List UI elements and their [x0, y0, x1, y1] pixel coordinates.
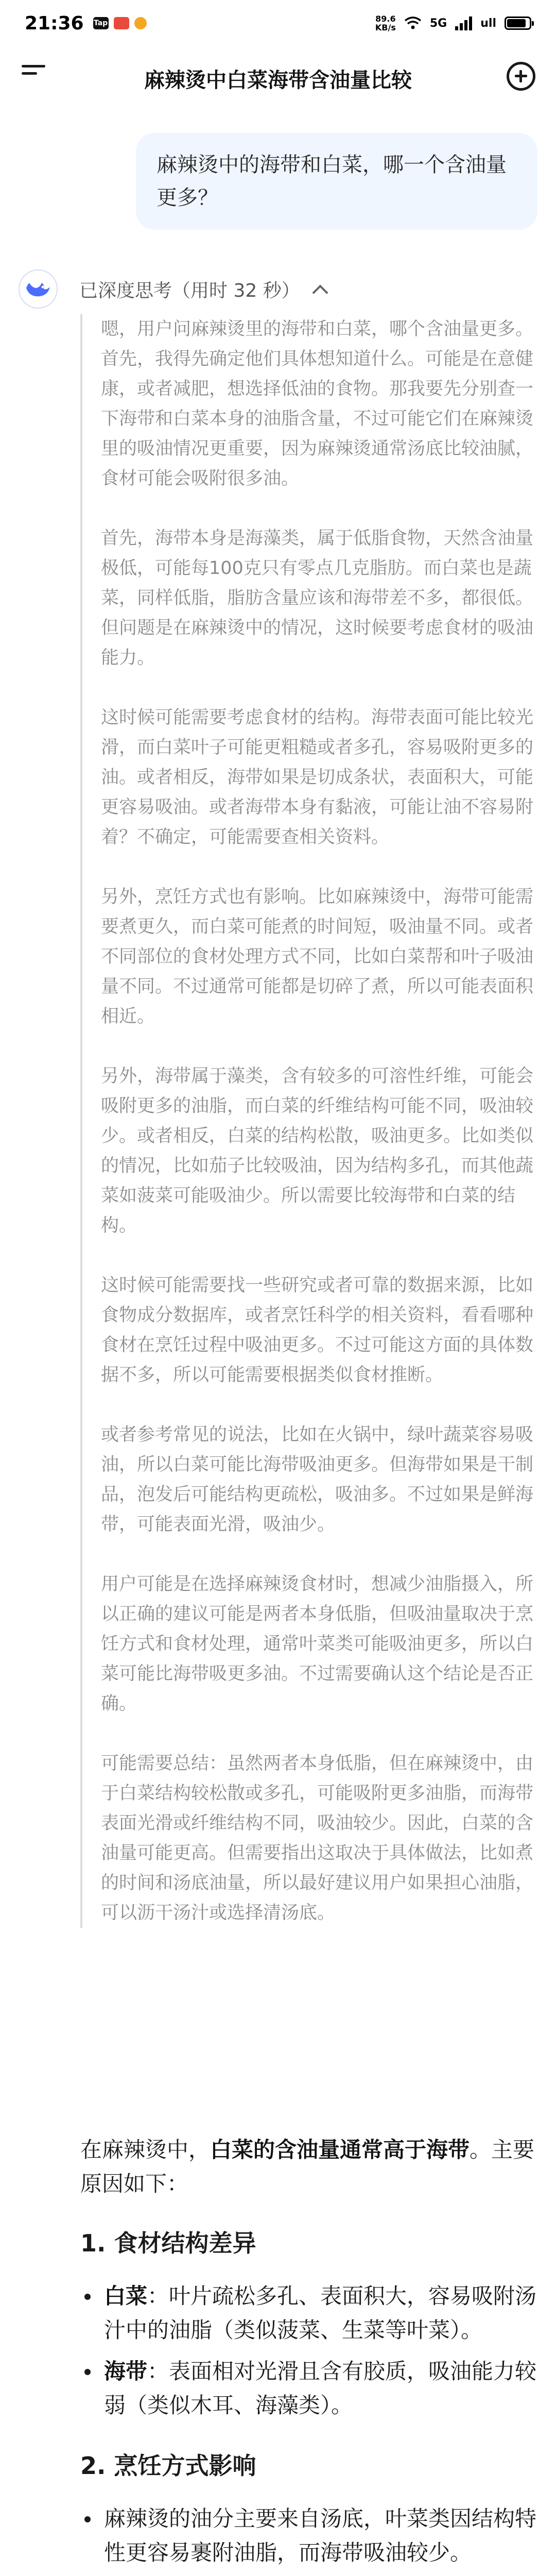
- section-list: [80, 2502, 538, 2570]
- user-message-bubble: 麻辣烫中的海带和白菜，哪一个含油量更多？: [136, 133, 537, 230]
- answer-content: [80, 2133, 538, 2576]
- network-type: 5G: [429, 16, 447, 30]
- thinking-paragraph: 这时候可能需要找一些研究或者可靠的数据来源，比如食物成分数据库，或者烹饪科学的相关资料，看看哪种食材在烹饪过程中吸油更多。不过可能这方面的具体数据不多，所以可能需要根据类似食材推断。: [101, 1275, 534, 1385]
- chevron-up-icon: [312, 284, 328, 300]
- page-title: 麻辣烫中白菜海带含油量比较: [144, 69, 412, 92]
- orange-app-icon: [134, 17, 147, 29]
- thinking-toggle[interactable]: [19, 266, 482, 312]
- wifi-icon: [404, 16, 422, 30]
- thinking-paragraph: 另外，海带属于藻类，含有较多的可溶性纤维，可能会吸附更多的油脂，而白菜的纤维结构可能不同，吸油较少。或者相反，白菜的结构松散，吸油更多。比如类似的情况，比如茄子比较吸油，因为结构多孔，而其他蔬菜如菠菜可能吸油少。所以需要比较海带和白菜的结构。: [101, 1066, 534, 1236]
- deepseek-logo-icon: [19, 269, 58, 309]
- new-chat-icon[interactable]: [507, 62, 535, 91]
- battery-fill: [507, 19, 526, 27]
- thinking-paragraph: 或者参考常见的说法，比如在火锅中，绿叶蔬菜容易吸油，所以白菜可能比海带吸油更多。但海带如果是干制品，泡发后可能结构更疏松，吸油多。不过如果是鲜海带，可能表面光滑，吸油少。: [101, 1425, 534, 1535]
- battery-icon: [505, 16, 531, 30]
- status-right: [375, 14, 531, 32]
- thinking-paragraph: 嗯，用户问麻辣烫里的海带和白菜，哪个含油量更多。首先，我得先确定他们具体想知道什么。可能是在意健康，或者减肥，想选择低油的食物。那我要先分别查一下海带和白菜本身的油脂含量，不过可能它们在麻辣烫里的吸油情况更重要，因为麻辣烫通常汤底比较油腻，食材可能会吸附很多油。: [101, 319, 534, 489]
- list-item: 麻辣烫的油分主要来自汤底，叶菜类因结构特性更容易裹附油脂，而海带吸油较少。: [80, 2502, 538, 2570]
- status-bar: [0, 0, 556, 46]
- thinking-paragraph: 可能需要总结：虽然两者本身低脂，但在麻辣烫中，由于白菜结构较松散或多孔，可能吸附更多油脂，而海带表面光滑或纤维结构不同，吸油较少。因此，白菜的含油量可能更高。但需要指出这取决于具体做法，比如煮的时间和汤底油量，所以最好建议用户如果担心油脂，可以沥干汤汁或选择清汤底。: [101, 1753, 534, 1923]
- thinking-content: [80, 314, 533, 1928]
- thinking-label: 已深度思考（用时 32 秒）: [79, 280, 300, 301]
- section-heading: 1. 食材结构差异: [80, 2229, 256, 2257]
- network-speed: 89.6 KB/s: [375, 14, 396, 32]
- notification-icons: [93, 17, 147, 29]
- section-heading: 2. 烹饪方式影响: [80, 2452, 256, 2480]
- red-app-icon: [114, 17, 129, 29]
- list-item: 白菜：叶片疏松多孔、表面积大，容易吸附汤汁中的油脂（类似菠菜、生菜等叶菜）。: [80, 2279, 538, 2347]
- signal-icon: [455, 16, 472, 30]
- list-item: 海带：表面相对光滑且含有胶质，吸油能力较弱（类似木耳、海藻类）。: [80, 2354, 538, 2422]
- section-list: [80, 2279, 538, 2422]
- tap-app-icon: Tap: [93, 17, 109, 29]
- app-header: [0, 46, 556, 103]
- answer-intro: 在麻辣烫中，白菜的含油量通常高于海带。主要原因如下：: [80, 2137, 535, 2196]
- status-time: 21:36: [25, 12, 84, 34]
- thinking-paragraph: 首先，海带本身是海藻类，属于低脂食物，天然含油量极低，可能每100克只有零点几克脂肪。而白菜也是蔬菜，同样低脂，脂肪含量应该和海带差不多，都很低。但问题是在麻辣烫中的情况，这时候要考虑食材的吸油能力。: [101, 528, 534, 668]
- thinking-paragraph: 这时候可能需要考虑食材的结构。海带表面可能比较光滑，而白菜叶子可能更粗糙或者多孔，容易吸附更多的油。或者相反，海带如果是切成条状，表面积大，可能更容易吸油。或者海带本身有黏液，可能让油不容易附着？不确定，可能需要查相关资料。: [101, 707, 534, 848]
- signal-label: ull: [480, 16, 496, 30]
- thinking-paragraph: 另外，烹饪方式也有影响。比如麻辣烫中，海带可能需要煮更久，而白菜可能煮的时间短，吸油量不同。或者不同部位的食材处理方式不同，比如白菜帮和叶子吸油量不同。不过通常可能都是切碎了煮，所以可能表面积相近。: [101, 887, 534, 1027]
- thinking-paragraph: 用户可能是在选择麻辣烫食材时，想减少油脂摄入，所以正确的建议可能是两者本身低脂，但吸油量取决于烹饪方式和食材处理，通常叶菜类可能吸油更多，所以白菜可能比海带吸更多油。不过需要确认这个结论是否正确。: [101, 1574, 534, 1714]
